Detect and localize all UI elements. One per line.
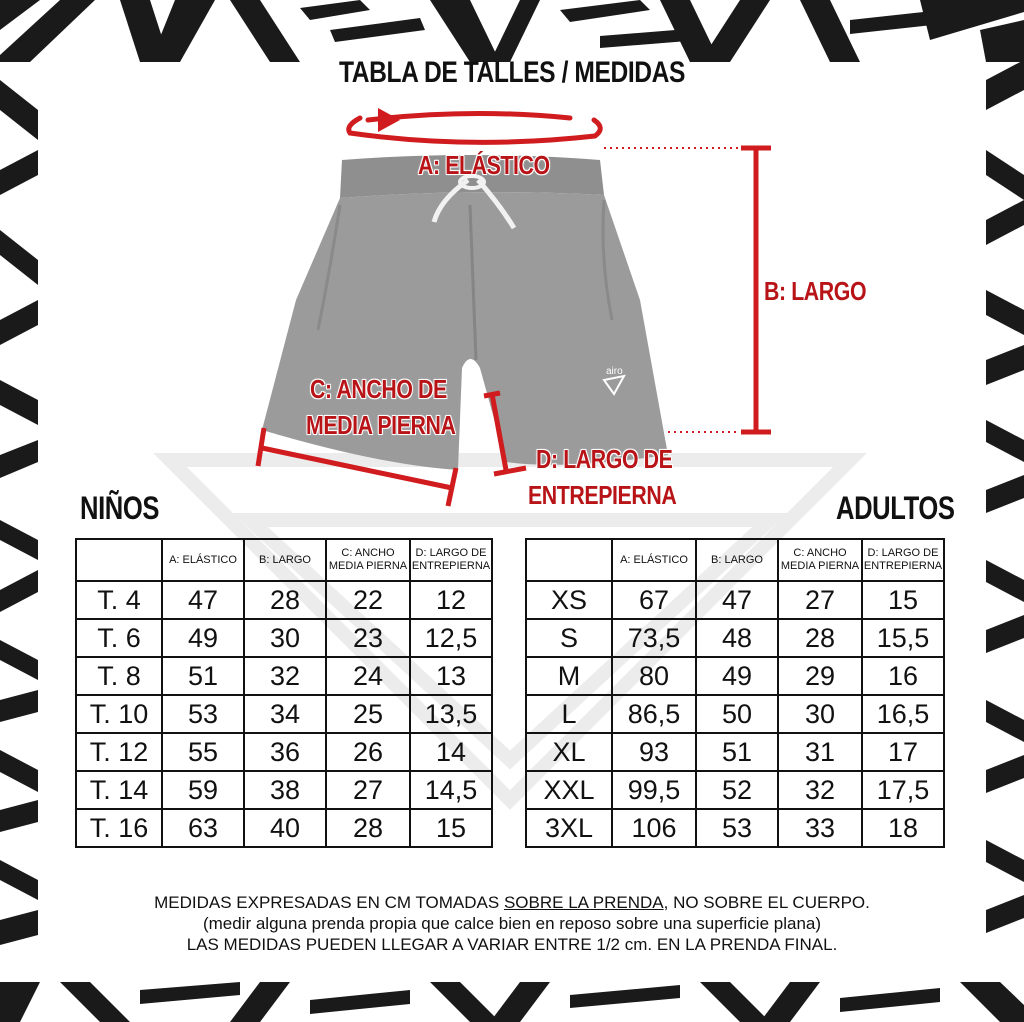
label-length: B: LARGO: [764, 276, 867, 306]
table-row: [526, 581, 944, 619]
value-cell: 48: [696, 619, 778, 657]
adults-size-table: [525, 538, 945, 848]
value-cell: 50: [696, 695, 778, 733]
size-cell: T. 14: [76, 771, 162, 809]
value-cell: 55: [162, 733, 244, 771]
note-line-1: [0, 892, 1024, 913]
note-line-3: LAS MEDIDAS PUEDEN LLEGAR A VARIAR ENTRE 1/2 cm. EN LA PRENDA FINAL.: [186, 935, 838, 954]
value-cell: 32: [244, 657, 326, 695]
measurement-notes: [0, 892, 1024, 955]
value-cell: 22: [326, 581, 410, 619]
header-cell: [76, 539, 162, 581]
value-cell: 51: [696, 733, 778, 771]
value-cell: 15: [862, 581, 944, 619]
table-row: [76, 695, 492, 733]
value-cell: 14: [410, 733, 492, 771]
value-cell: 47: [162, 581, 244, 619]
size-cell: T. 12: [76, 733, 162, 771]
size-cell: XS: [526, 581, 612, 619]
value-cell: 12: [410, 581, 492, 619]
value-cell: 59: [162, 771, 244, 809]
note-line-2: (medir alguna prenda propia que calce bien en reposo sobre una superficie plana): [202, 914, 822, 933]
size-cell: 3XL: [526, 809, 612, 847]
table-row: [76, 619, 492, 657]
value-cell: 34: [244, 695, 326, 733]
brand-mark: airo: [606, 366, 623, 377]
value-cell: 25: [326, 695, 410, 733]
value-cell: 49: [162, 619, 244, 657]
value-cell: 28: [244, 581, 326, 619]
value-cell: 31: [778, 733, 862, 771]
value-cell: 16: [862, 657, 944, 695]
value-cell: 38: [244, 771, 326, 809]
table-header-row: [76, 539, 492, 581]
note-text: , NO SOBRE EL CUERPO.: [663, 893, 870, 912]
table-row: [76, 771, 492, 809]
value-cell: 15: [410, 809, 492, 847]
value-cell: 18: [862, 809, 944, 847]
kids-size-table: [75, 538, 493, 848]
note-emphasis: SOBRE LA PRENDA: [503, 893, 664, 912]
note-text: MEDIDAS EXPRESADAS EN CM TOMADAS: [154, 893, 504, 912]
size-cell: T. 4: [76, 581, 162, 619]
value-cell: 40: [244, 809, 326, 847]
size-cell: T. 6: [76, 619, 162, 657]
size-cell: S: [526, 619, 612, 657]
table-header-row: [526, 539, 944, 581]
value-cell: 28: [778, 619, 862, 657]
size-cell: T. 10: [76, 695, 162, 733]
value-cell: 12,5: [410, 619, 492, 657]
label-leg-width-2: MEDIA PIERNA: [306, 410, 456, 440]
value-cell: 36: [244, 733, 326, 771]
value-cell: 27: [778, 581, 862, 619]
label-leg-width-1: C: ANCHO DE: [310, 374, 447, 404]
value-cell: 23: [326, 619, 410, 657]
value-cell: 67: [612, 581, 696, 619]
value-cell: 99,5: [612, 771, 696, 809]
table-row: [76, 809, 492, 847]
value-cell: 73,5: [612, 619, 696, 657]
table-row: [526, 809, 944, 847]
header-cell: B: LARGO: [244, 539, 326, 581]
header-cell: A: ELÁSTICO: [162, 539, 244, 581]
size-cell: XL: [526, 733, 612, 771]
value-cell: 17,5: [862, 771, 944, 809]
value-cell: 33: [778, 809, 862, 847]
kids-heading: NIÑOS: [80, 490, 160, 526]
label-elastic: A: ELÁSTICO: [418, 150, 550, 180]
value-cell: 80: [612, 657, 696, 695]
value-cell: 14,5: [410, 771, 492, 809]
header-cell: B: LARGO: [696, 539, 778, 581]
table-row: [526, 657, 944, 695]
value-cell: 47: [696, 581, 778, 619]
value-cell: 17: [862, 733, 944, 771]
size-cell: T. 8: [76, 657, 162, 695]
value-cell: 29: [778, 657, 862, 695]
label-inseam-2: ENTREPIERNA: [528, 480, 677, 510]
elastic-arrow-head: [378, 108, 400, 132]
table-row: [76, 657, 492, 695]
value-cell: 53: [696, 809, 778, 847]
label-inseam-1: D: LARGO DE: [536, 444, 673, 474]
size-cell: T. 16: [76, 809, 162, 847]
value-cell: 49: [696, 657, 778, 695]
value-cell: 28: [326, 809, 410, 847]
table-row: [76, 733, 492, 771]
value-cell: 13: [410, 657, 492, 695]
header-cell: A: ELÁSTICO: [612, 539, 696, 581]
value-cell: 24: [326, 657, 410, 695]
value-cell: 51: [162, 657, 244, 695]
value-cell: 30: [244, 619, 326, 657]
page-title: TABLA DE TALLES / MEDIDAS: [339, 56, 685, 89]
size-cell: XXL: [526, 771, 612, 809]
size-cell: L: [526, 695, 612, 733]
header-cell: C: ANCHO MEDIA PIERNA: [778, 539, 862, 581]
table-row: [526, 733, 944, 771]
value-cell: 52: [696, 771, 778, 809]
value-cell: 13,5: [410, 695, 492, 733]
value-cell: 15,5: [862, 619, 944, 657]
value-cell: 106: [612, 809, 696, 847]
adults-heading: ADULTOS: [836, 490, 955, 526]
value-cell: 27: [326, 771, 410, 809]
header-cell: D: LARGO DE ENTREPIERNA: [862, 539, 944, 581]
value-cell: 63: [162, 809, 244, 847]
value-cell: 26: [326, 733, 410, 771]
value-cell: 53: [162, 695, 244, 733]
value-cell: 32: [778, 771, 862, 809]
table-row: [76, 581, 492, 619]
table-row: [526, 619, 944, 657]
table-row: [526, 695, 944, 733]
header-cell: [526, 539, 612, 581]
value-cell: 93: [612, 733, 696, 771]
value-cell: 86,5: [612, 695, 696, 733]
header-cell: D: LARGO DE ENTREPIERNA: [410, 539, 492, 581]
header-cell: C: ANCHO MEDIA PIERNA: [326, 539, 410, 581]
value-cell: 16,5: [862, 695, 944, 733]
value-cell: 30: [778, 695, 862, 733]
table-row: [526, 771, 944, 809]
size-cell: M: [526, 657, 612, 695]
